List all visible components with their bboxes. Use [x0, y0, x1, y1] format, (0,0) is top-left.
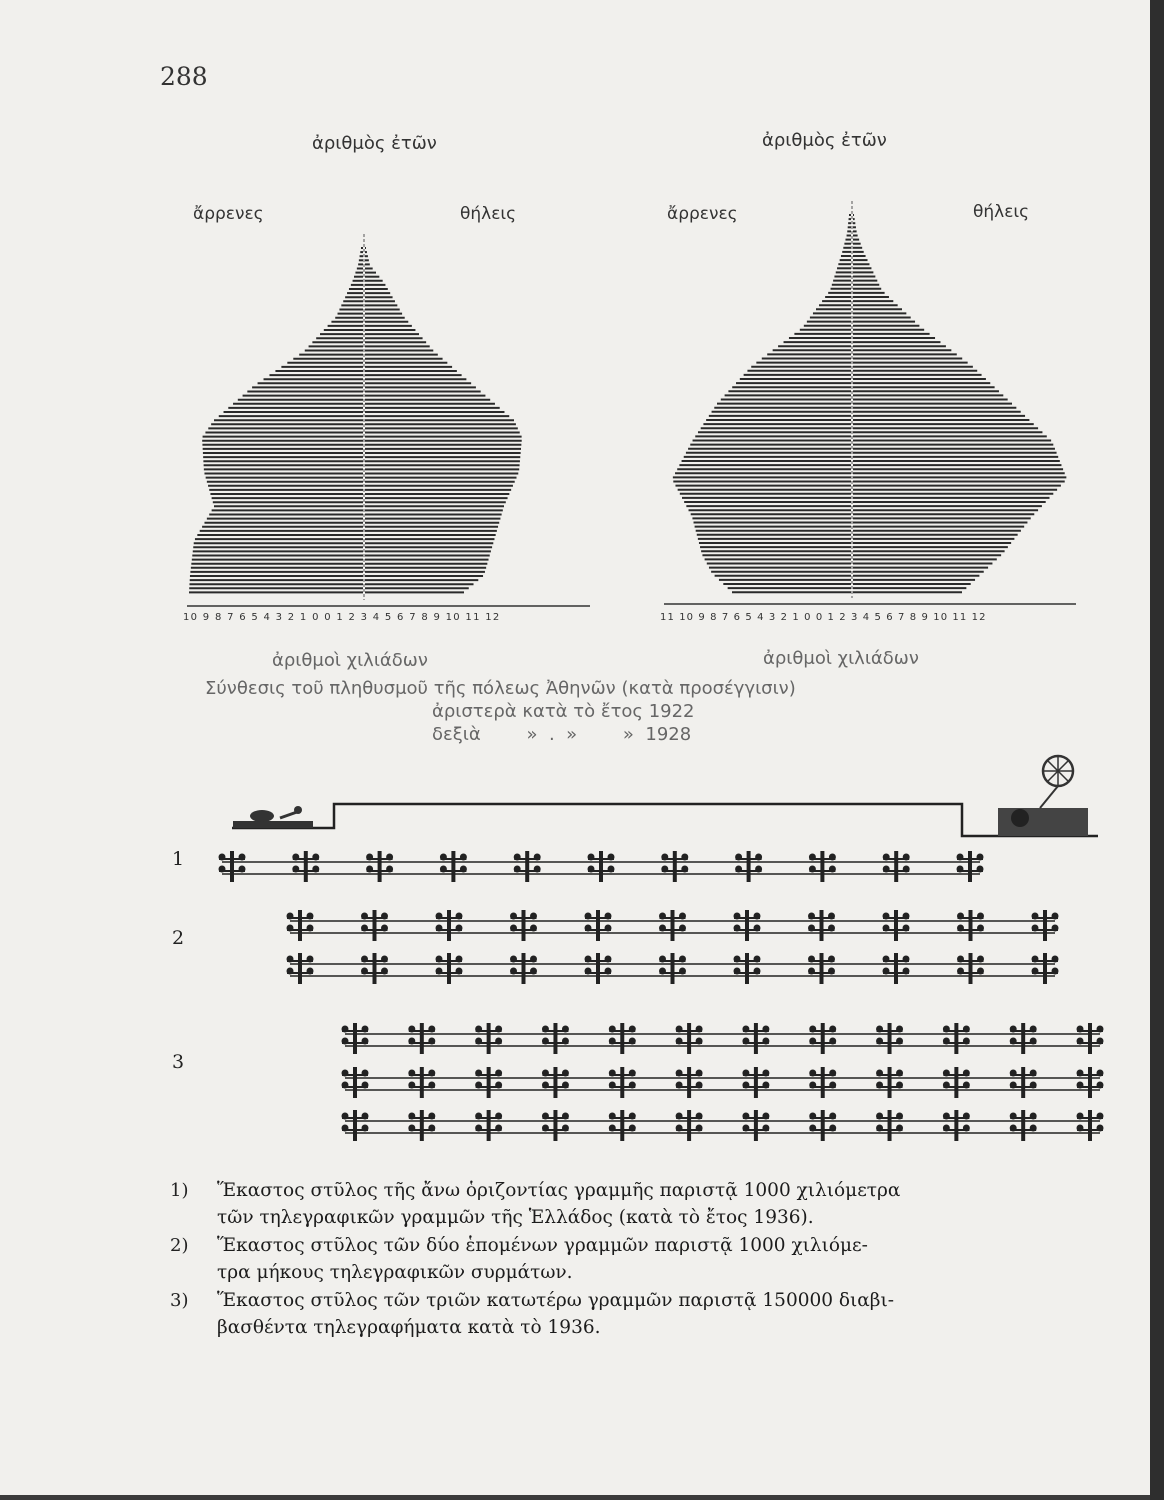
telegraph-pole-icon: [957, 953, 984, 984]
telegraph-pole-icon: [742, 1110, 769, 1141]
telegraph-pole-icon: [742, 1023, 769, 1054]
right-pyramid-x-axis-title: ἀριθμοὶ χιλιάδων: [763, 648, 919, 669]
telegraph-pole-icon: [588, 851, 615, 882]
telegraph-pole-icon: [809, 1023, 836, 1054]
telegraph-pole-icon: [436, 910, 463, 941]
telegraph-line: [345, 1034, 1100, 1046]
telegraph-pole-icon: [436, 953, 463, 984]
telegraph-pole-icon: [510, 953, 537, 984]
row-number-2: 2: [172, 927, 185, 949]
telegraph-pole-icon: [876, 1023, 903, 1054]
telegraph-pole-icon: [742, 1067, 769, 1098]
telegraph-pole-icon: [943, 1067, 970, 1098]
telegraph-pole-icon: [883, 910, 910, 941]
book-spine-edge: [1150, 0, 1164, 1500]
telegraph-pole-icon: [1010, 1023, 1037, 1054]
right-population-pyramid: [664, 201, 1076, 604]
telegraph-pole-icon: [1010, 1110, 1037, 1141]
telegraph-pole-icon: [1032, 953, 1059, 984]
telegraph-pole-icon: [342, 1110, 369, 1141]
footnote-2-number: 2): [170, 1235, 189, 1256]
footnote-3-number: 3): [170, 1290, 189, 1311]
telegraph-pole-icon: [659, 953, 686, 984]
telegraph-pole-icon: [808, 953, 835, 984]
telegraph-pole-icon: [361, 910, 388, 941]
row-number-3: 3: [172, 1051, 185, 1073]
footnote-1-line-2: τῶν τηλεγραφικῶν γραμμῶν τῆς Ἑλλάδος (κατὰ τὸ ἔτος 1936).: [217, 1207, 814, 1228]
telegraph-pole-icon: [676, 1067, 703, 1098]
telegraph-pole-icon: [542, 1023, 569, 1054]
telegraph-pole-icon: [1077, 1067, 1104, 1098]
telegraph-wire: [232, 804, 1098, 836]
telegraph-pole-icon: [287, 953, 314, 984]
telegraph-pole-icon: [1032, 910, 1059, 941]
telegraph-pole-icon: [342, 1067, 369, 1098]
footnote-1-line-1: Ἕκαστος στῦλος τῆς ἄνω ὁριζοντίας γραμμῆς παριστᾷ 1000 χιλιόμετρα: [217, 1180, 901, 1201]
footnote-2-line-2: τρα μήκους τηλεγραφικῶν συρμάτων.: [217, 1262, 573, 1283]
telegraph-pole-icon: [1077, 1023, 1104, 1054]
right-pyramid-x-ticks: 11 10 9 8 7 6 5 4 3 2 1 0 0 1 2 3 4 5 6 7 8 9 10 11 12: [660, 612, 987, 623]
telegraph-pole-icon: [809, 851, 836, 882]
telegraph-pole-icon: [659, 910, 686, 941]
left-pyramid-male-label: ἄρρενες: [193, 204, 264, 224]
left-pyramid-age-axis-title: ἀριθμὸς ἐτῶν: [312, 133, 437, 154]
telegraph-pole-icon: [440, 851, 467, 882]
figure-caption-line-3: δεξιὰ » . » » 1928: [432, 724, 692, 745]
telegraph-pole-icon: [883, 953, 910, 984]
telegraph-pole-icon: [943, 1023, 970, 1054]
telegraph-pole-icon: [735, 851, 762, 882]
right-pyramid-age-axis-title: ἀριθμὸς ἐτῶν: [762, 130, 887, 151]
left-population-pyramid: [187, 234, 590, 606]
telegraph-pole-icon: [876, 1110, 903, 1141]
telegraph-pole-icon: [366, 851, 393, 882]
telegraph-illustration: [232, 756, 1098, 836]
telegraph-pole-icon: [734, 910, 761, 941]
telegraph-line: [345, 1121, 1100, 1133]
telegraph-pole-icon: [676, 1023, 703, 1054]
telegraph-pole-icon: [408, 1023, 435, 1054]
telegraph-pole-icon: [661, 851, 688, 882]
telegraph-pole-icon: [475, 1067, 502, 1098]
telegraph-pole-icon: [408, 1110, 435, 1141]
telegraph-pole-icon: [585, 910, 612, 941]
telegraph-pole-icon: [609, 1023, 636, 1054]
telegraph-poles: [219, 851, 1104, 1141]
telegraph-pole-icon: [542, 1110, 569, 1141]
footnote-2-line-1: Ἕκαστος στῦλος τῶν δύο ἑπομένων γραμμῶν παριστᾷ 1000 χιλιόμε-: [217, 1235, 868, 1256]
telegraph-pole-icon: [510, 910, 537, 941]
telegraph-pole-icon: [408, 1067, 435, 1098]
telegraph-pole-icon: [1010, 1067, 1037, 1098]
left-pyramid-female-label: θήλεις: [460, 204, 517, 224]
telegraph-pole-icon: [609, 1110, 636, 1141]
telegraph-pole-icon: [957, 851, 984, 882]
footnote-1-number: 1): [170, 1180, 189, 1201]
telegraph-pole-icon: [809, 1110, 836, 1141]
telegraph-pole-icon: [1077, 1110, 1104, 1141]
telegraph-key-icon: [233, 806, 313, 828]
telegraph-pole-icon: [542, 1067, 569, 1098]
telegraph-receiver-icon: [998, 756, 1088, 836]
telegraph-pole-icon: [292, 851, 319, 882]
footnote-3-line-1: Ἕκαστος στῦλος τῶν τριῶν κατωτέρω γραμμῶν παριστᾷ 150000 διαβι-: [217, 1290, 895, 1311]
telegraph-pole-icon: [957, 910, 984, 941]
telegraph-pole-icon: [809, 1067, 836, 1098]
telegraph-pole-icon: [609, 1067, 636, 1098]
left-pyramid-x-axis-title: ἀριθμοὶ χιλιάδων: [272, 650, 428, 671]
telegraph-pole-icon: [514, 851, 541, 882]
figure-caption-line-1: Σύνθεσις τοῦ πληθυσμοῦ τῆς πόλεως Ἀθηνῶν (κατὰ προσέγγισιν): [205, 678, 796, 699]
telegraph-pole-icon: [475, 1023, 502, 1054]
telegraph-pole-icon: [475, 1110, 502, 1141]
telegraph-pole-icon: [876, 1067, 903, 1098]
footnote-3-line-2: βασθέντα τηλεγραφήματα κατὰ τὸ 1936.: [217, 1317, 601, 1338]
left-pyramid-x-ticks: 10 9 8 7 6 5 4 3 2 1 0 0 1 2 3 4 5 6 7 8 9 10 11 12: [183, 612, 501, 623]
telegraph-pole-icon: [585, 953, 612, 984]
telegraph-pole-icon: [808, 910, 835, 941]
telegraph-pole-icon: [219, 851, 246, 882]
figure-caption-line-2: ἀριστερὰ κατὰ τὸ ἔτος 1922: [432, 701, 695, 722]
telegraph-pole-icon: [287, 910, 314, 941]
telegraph-pole-icon: [676, 1110, 703, 1141]
telegraph-pole-icon: [883, 851, 910, 882]
row-number-1: 1: [172, 848, 185, 870]
telegraph-pole-icon: [734, 953, 761, 984]
page-number: 288: [160, 62, 208, 91]
telegraph-line: [345, 1078, 1100, 1090]
telegraph-pole-icon: [943, 1110, 970, 1141]
right-pyramid-male-label: ἄρρενες: [667, 204, 738, 224]
right-pyramid-female-label: θήλεις: [973, 202, 1030, 222]
telegraph-pole-icon: [342, 1023, 369, 1054]
telegraph-pole-icon: [361, 953, 388, 984]
